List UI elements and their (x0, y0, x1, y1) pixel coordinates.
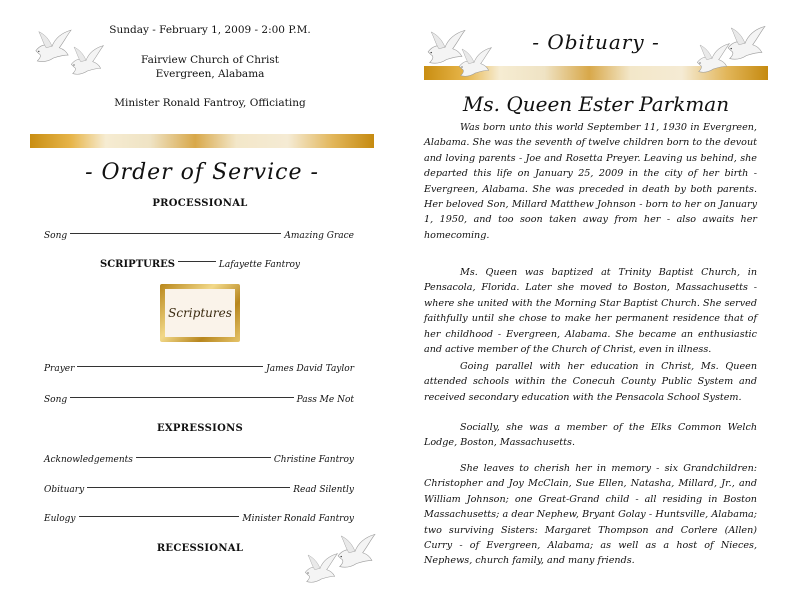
dove-icon (332, 532, 378, 572)
scriptures-value: Lafayette Fantroy (218, 259, 300, 270)
scriptures-image-label: Scriptures (165, 289, 235, 337)
prayer-value: James David Taylor (266, 364, 354, 374)
song-row-2 (44, 395, 354, 405)
scriptures-label: SCRIPTURES (100, 259, 176, 270)
obituary-paragraph: Socially, she was a member of the Elks Common Welch Lodge, Boston, Massachusetts. (424, 422, 757, 449)
church-location: Evergreen, Alabama (155, 68, 265, 80)
eulogy-row (44, 514, 354, 524)
eulogy-label: Eulogy (44, 514, 76, 524)
processional-heading: PROCESSIONAL (152, 198, 248, 209)
song-value: Amazing Grace (284, 231, 354, 241)
scriptures-book-image (160, 284, 240, 342)
acknowledgements-value: Christine Fantroy (273, 455, 354, 465)
deceased-name: Ms. Queen Ester Parkman (462, 92, 730, 116)
dove-icon (722, 24, 768, 64)
service-date: Sunday - February 1, 2009 - 2:00 P.M. (109, 24, 311, 36)
obituary-paragraph: Going parallel with her education in Christ, Ms. Queen attended schools within the Conecuh County Public System and received secondary education with the Pensacola School System. (424, 361, 757, 403)
expressions-heading: EXPRESSIONS (156, 423, 244, 434)
gold-divider (30, 134, 374, 148)
obituary-paragraph: Ms. Queen was baptized at Trinity Baptist Church, in Pensacola, Florida. Later she moved to Boston, Massachusetts - where she united with the Morning Star Baptist Church. She served faithfully until she chose to make her permanent residence that of her childhood - Evergreen, Alabama. She became an enthusiastic and active member of the Church of Christ, even in illness. (424, 267, 757, 356)
song-label: Song (44, 395, 68, 405)
song-row (44, 231, 354, 241)
recessional-heading: RECESSIONAL (156, 543, 244, 554)
obituary-paragraph: Was born unto this world September 11, 1930 in Evergreen, Alabama. She was the seventh of twelve children born to the devout and loving parents - Joe and Rosetta Preyer. Leaving us behind, she departed this life on January 25, 2009 in the city of her birth - Evergreen, Alabama. She was preceded in death by both parents. Her beloved Son, Millard Matthew Johnson - born to her on January 1, 1950, and too soon taken away from her - also awaits her homecoming. (424, 122, 757, 241)
obituary-value: Read Silently (293, 485, 354, 495)
obituary-title: - Obituary - (532, 30, 660, 54)
acknowledgements-label: Acknowledgements (44, 455, 133, 465)
prayer-label: Prayer (44, 364, 75, 374)
obituary-label: Obituary (44, 485, 85, 495)
scriptures-row (100, 259, 300, 270)
obituary-row (44, 485, 354, 495)
church-name: Fairview Church of Christ (141, 54, 279, 66)
dove-icon (454, 46, 494, 80)
prayer-row (44, 364, 354, 374)
song-value: Pass Me Not (296, 395, 354, 405)
eulogy-value: Minister Ronald Fantroy (242, 514, 354, 524)
obituary-paragraph: She leaves to cherish her in memory - six Grandchildren: Christopher and Joy McClain, Sue Ellen, Natasha, Millard, Jr., and William Johnson; one Great-Grand child - all residing in Boston Massachusetts; a dear Nephew, Bryant Golay - Huntsville, Alabama; two surviving Sisters: Margaret Thompson and Corlere (Allen) Curry - of Evergreen, Alabama; as well as a host of Nieces, Nephews, church family, and many friends. (424, 463, 757, 567)
acknowledgements-row (44, 455, 354, 465)
order-of-service-title: - Order of Service - (85, 160, 319, 185)
song-label: Song (44, 231, 68, 241)
officiant: Minister Ronald Fantroy, Officiating (114, 97, 306, 109)
